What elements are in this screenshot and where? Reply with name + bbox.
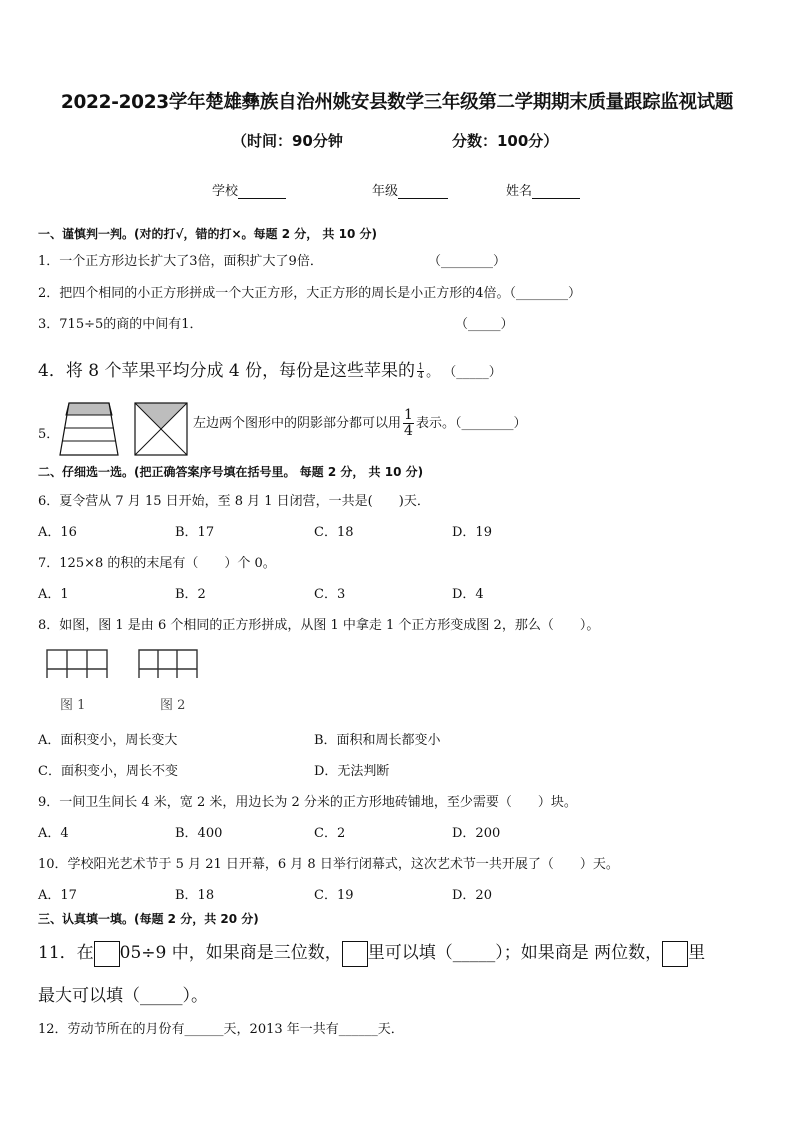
question-7: 7．125×8 的积的末尾有（ ）个 0。 <box>38 556 276 571</box>
figure-2-caption: 图 2 <box>160 698 186 713</box>
question-12: 12．劳动节所在的月份有______天，2013 年一共有______天． <box>38 1022 404 1037</box>
grade-blank[interactable] <box>398 184 448 199</box>
question-6-option-a[interactable]: A．16 <box>38 525 77 540</box>
trapezoid-figure <box>60 403 118 455</box>
question-11-box-1[interactable] <box>94 941 120 967</box>
question-1: 1．一个正方形边长扩大了3倍，面积扩大了9倍． <box>38 254 323 269</box>
question-11-part-c: 里可以填（_____）；如果商是 两位数， <box>367 943 663 963</box>
question-6-option-c[interactable]: C．18 <box>314 525 354 540</box>
school-blank[interactable] <box>238 184 286 199</box>
exam-score: 分数：100分） <box>452 132 559 150</box>
question-8-option-d[interactable]: D．无法判断 <box>314 764 390 779</box>
question-8-option-a[interactable]: A．面积变小，周长变大 <box>38 733 178 748</box>
page-title: 2022-2023学年楚雄彝族自治州姚安县数学三年级第二学期期末质量跟踪监视试题 <box>60 92 734 113</box>
question-10-option-b[interactable]: B．18 <box>175 888 215 903</box>
question-8-grid-figures <box>45 648 205 678</box>
school-label: 学校 <box>212 184 239 199</box>
question-9-option-a[interactable]: A．4 <box>38 826 69 841</box>
question-3-answer[interactable]: （_____） <box>455 317 514 332</box>
school-field <box>212 180 286 199</box>
question-8: 8．如图，图 1 是由 6 个相同的正方形拼成，从图 1 中拿走 1 个正方形变成图 2，那么（ ）。 <box>38 618 600 633</box>
grade-label: 年级 <box>372 184 399 199</box>
figure-1-grid <box>47 650 107 678</box>
question-2: 2．把四个相同的小正方形拼成一个大正方形，大正方形的周长是小正方形的4倍。（________） <box>38 286 582 301</box>
grade-field <box>372 180 448 199</box>
question-7-option-a[interactable]: A．1 <box>38 587 69 602</box>
section-3-heading: 三、认真填一填。(每题 2 分，共 20 分) <box>38 912 259 926</box>
question-11-part-d: 里 <box>688 943 706 963</box>
question-7-option-c[interactable]: C．3 <box>314 587 346 602</box>
question-5-text: 左边两个图形中的阴影部分都可以用 <box>193 416 402 431</box>
question-9-option-b[interactable]: B．400 <box>175 826 223 841</box>
section-1-heading: 一、谨慎判一判。(对的打√，错的打×。每题 2 分， 共 10 分) <box>38 227 377 241</box>
question-6: 6．夏令营从 7 月 15 日开始，至 8 月 1 日闭营，一共是( )天． <box>38 494 430 509</box>
figure-1-caption: 图 1 <box>60 698 86 713</box>
question-11-line-2: 最大可以填（_____）。 <box>38 986 208 1006</box>
question-10-option-d[interactable]: D．20 <box>452 888 492 903</box>
question-5-answer[interactable]: 表示。（________） <box>415 416 527 431</box>
name-field <box>506 180 580 199</box>
square-diagonal-figure <box>135 403 187 455</box>
question-5-number: 5． <box>38 427 60 442</box>
question-9-option-c[interactable]: C．2 <box>314 826 346 841</box>
question-11-part-b: 05÷9 中，如果商是三位数， <box>119 943 342 963</box>
question-6-option-d[interactable]: D．19 <box>452 525 492 540</box>
question-5-fraction: $\frac{1}{4}$ <box>404 407 413 439</box>
question-4-text: 4．将 8 个苹果平均分成 4 份，每份是这些苹果的 <box>38 361 416 381</box>
question-11-box-2[interactable] <box>342 941 368 967</box>
section-2-heading: 二、仔细选一选。(把正确答案序号填在括号里。 每题 2 分， 共 10 分) <box>38 465 424 479</box>
question-5-figures <box>58 401 198 459</box>
question-7-option-b[interactable]: B．2 <box>175 587 206 602</box>
question-5 <box>193 408 526 439</box>
name-label: 姓名 <box>506 184 533 199</box>
question-10: 10．学校阳光艺术节于 5 月 21 日开幕，6 月 8 日举行闭幕式，这次艺术节一共开展了（ ）天。 <box>38 857 619 872</box>
question-1-answer[interactable]: （________） <box>428 254 507 269</box>
figure-2-grid <box>139 650 197 678</box>
question-11 <box>38 938 705 967</box>
question-7-option-d[interactable]: D．4 <box>452 587 484 602</box>
question-9-option-d[interactable]: D．200 <box>452 826 501 841</box>
question-6-option-b[interactable]: B．17 <box>175 525 215 540</box>
question-9: 9．一间卫生间长 4 米，宽 2 米，用边长为 2 分米的正方形地砖铺地，至少需要（ ）块。 <box>38 795 577 810</box>
question-8-option-c[interactable]: C．面积变小，周长不变 <box>38 764 178 779</box>
question-11-box-3[interactable] <box>662 941 688 967</box>
question-4-fraction: $\frac{1}{4}$ <box>418 362 424 380</box>
question-4 <box>38 356 502 381</box>
exam-time: （时间：90分钟 <box>232 132 343 150</box>
question-11-part-a: 11．在 <box>38 943 94 963</box>
question-4-answer[interactable]: 。 （_____） <box>426 365 502 380</box>
question-10-option-a[interactable]: A．17 <box>38 888 77 903</box>
question-3: 3．715÷5的商的中间有1． <box>38 317 203 332</box>
question-8-option-b[interactable]: B．面积和周长都变小 <box>314 733 441 748</box>
name-blank[interactable] <box>532 184 580 199</box>
question-10-option-c[interactable]: C．19 <box>314 888 354 903</box>
